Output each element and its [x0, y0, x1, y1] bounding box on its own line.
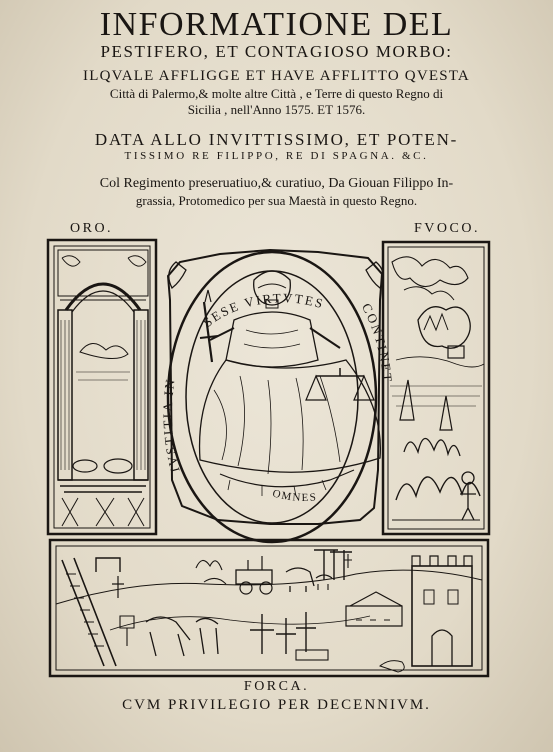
oval-inscription-top: SESE VIRTVTES	[200, 290, 327, 331]
label-oro: ORO.	[70, 221, 114, 236]
panel-fuoco	[383, 242, 489, 534]
author-line-2: grassia, Protomedico per sua Maestà in questo Regno.	[135, 193, 418, 208]
subtitle: PESTIFERO, ET CONTAGIOSO MORBO:	[100, 42, 453, 61]
description-line-2: Città di Palermo,& molte altre Città , e Terre di questo Regno di	[109, 86, 444, 101]
author-line-1: Col Regimento preseruatiuo,& curatiuo, Da Giouan Filippo In-	[99, 176, 454, 191]
oval-inscription-bottom: OMNES	[271, 487, 318, 505]
oval-inscription-left: IVSTITIA IN	[159, 376, 183, 474]
panel-justice	[160, 250, 395, 542]
description-line-3: Sicilia , nell'Anno 1575. ET 1576.	[187, 102, 366, 117]
dedication-line-2: TISSIMO RE FILIPPO, RE DI SPAGNA. &C.	[124, 150, 429, 162]
label-fuoco: FVOCO.	[414, 221, 480, 236]
dedication-line-1: DATA ALLO INVITTISSIMO, ET POTEN-	[94, 130, 459, 149]
description-line-1: ILQVALE AFFLIGGE ET HAVE AFFLITTO QVESTA	[83, 68, 470, 84]
privilege-line: CVM PRIVILEGIO PER DECENNIVM.	[122, 697, 431, 713]
main-title: INFORMATIONE DEL	[99, 6, 454, 43]
oval-inscription-right: CONTINET	[358, 300, 396, 385]
label-forca: FORCA.	[243, 679, 310, 694]
panel-forca	[50, 540, 488, 676]
panel-oro	[48, 240, 156, 534]
